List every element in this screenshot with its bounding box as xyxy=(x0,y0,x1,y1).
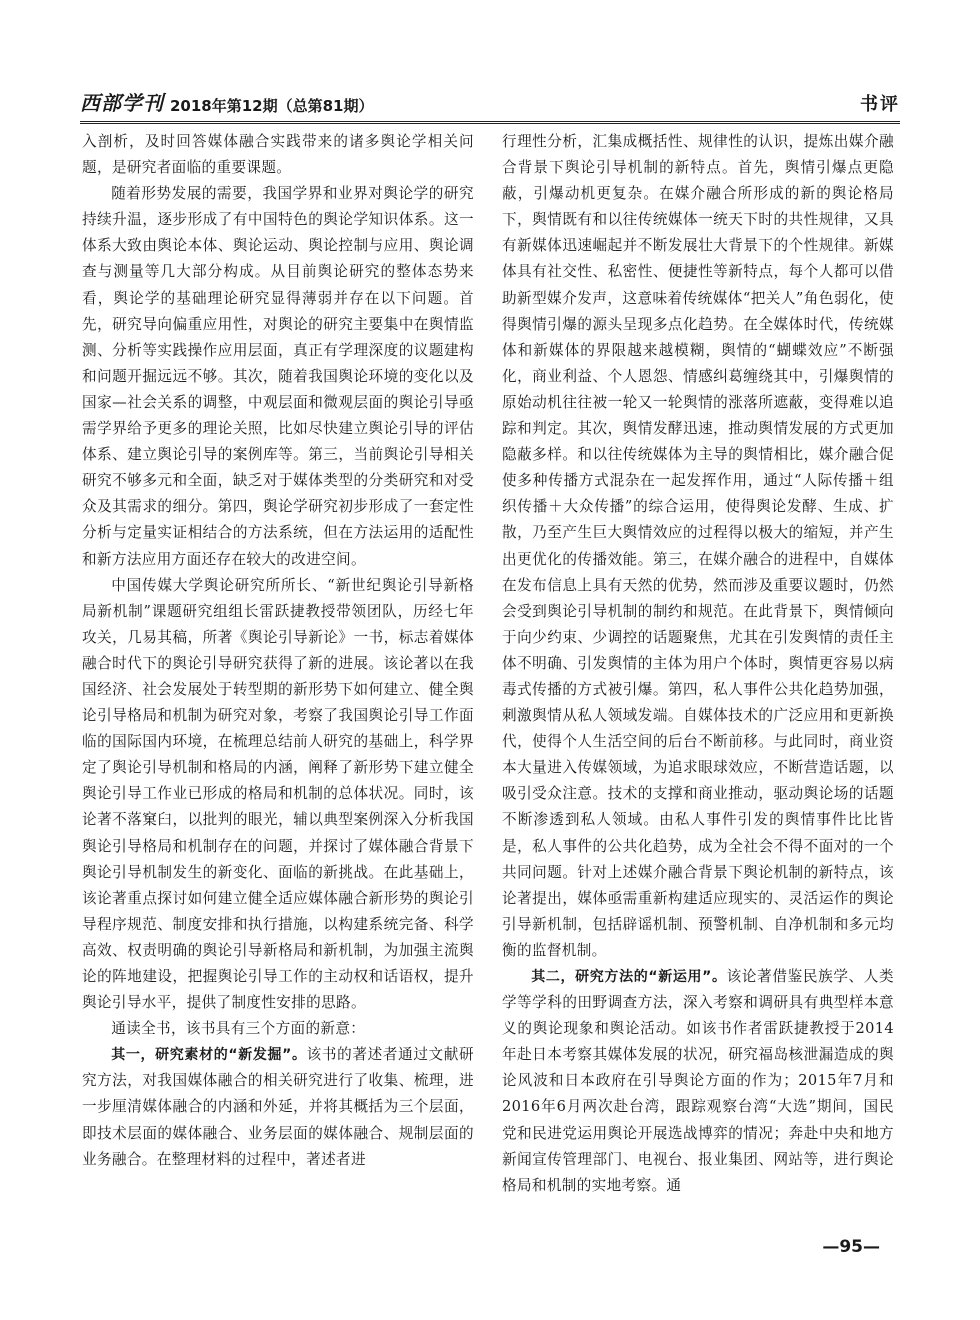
journal-name: 西部学刊 xyxy=(80,91,164,115)
paragraph: 随着形势发展的需要，我国学界和业界对舆论学的研究持续升温，逐步形成了有中国特色的舆论学知识体系。这一体系大致由舆论本体、舆论运动、舆论控制与应用、舆论调查与测量等几大部分构成。从目前舆论研究的整体态势来看，舆论学的基础理论研究显得薄弱并存在以下问题。首先，研究导向偏重应用性，对舆论的研究主要集中在舆情监测、分析等实践操作应用层面，真正有学理深度的议题建构和问题开掘远远不够。其次，随着我国舆论环境的变化以及国家—社会关系的调整，中观层面和微观层面的舆论引导亟需学界给予更多的理论关照，比如尽快建立舆论引导的评估体系、建立舆论引导的案例库等。第三，当前舆论引导相关研究不够多元和全面，缺乏对于媒体类型的分类研究和对受众及其需求的细分。第四，舆论学研究初步形成了一套定性分析与定量实证相结合的方法系统，但在方法运用的适配性和新方法应用方面还存在较大的改进空间。 xyxy=(82,185,474,568)
header-left xyxy=(80,87,374,116)
paragraph-body: 该书的著述者通过文献研究方法，对我国媒体融合的相关研究进行了收集、梳理，进一步厘清媒体融合的内涵和外延，并将其概括为三个层面，即技术层面的媒体融合、业务层面的媒体融合、规制层面的业务融合。在整理材料的过程中，著述者进 xyxy=(82,1046,474,1168)
paragraph: 通读全书，该书具有三个方面的新意： xyxy=(111,1020,366,1038)
paragraph: 行理性分析，汇集成概括性、规律性的认识，提炼出媒介融合背景下舆论引导机制的新特点。首先，舆情引爆点更隐蔽，引爆动机更复杂。在媒介融合所形成的新的舆论格局下，舆情既有和以往传统媒体一统天下时的共性规律，又具有新媒体迅速崛起并不断发展壮大背景下的个性规律。新媒体具有社交性、私密性、便捷性等新特点，每个人都可以借助新型媒介发声，这意味着传统媒体“把关人”角色弱化，使得舆情引爆的源头呈现多点化趋势。在全媒体时代，传统媒体和新媒体的界限越来越模糊，舆情的“蝴蝶效应”不断强化，商业利益、个人恩怨、情感纠葛缠绕其中，引爆舆情的原始动机往往被一轮又一轮舆情的涨落所遮蔽，变得难以追踪和判定。其次，舆情发酵迅速，推动舆情发展的方式更加隐蔽多样。和以往传统媒体为主导的舆情相比，媒介融合促使多种传播方式混杂在一起发挥作用，通过“人际传播＋组织传播＋大众传播”的综合运用，使得舆论发酵、生成、扩散，乃至产生巨大舆情效应的过程得以极大的缩短，并产生出更优化的传播效能。第三，在媒介融合的进程中，自媒体在发布信息上具有天然的优势，然而涉及重要议题时，仍然会受到舆论引导机制的制约和规范。在此背景下，舆情倾向于向少约束、少调控的话题聚焦，尤其在引发舆情的责任主体不明确、引发舆情的主体为用户个体时，舆情更容易以病毒式传播的方式被引爆。第四，私人事件公共化趋势加强，刺激舆情从私人领域发端。自媒体技术的广泛应用和更新换代，使得个人生活空间的后台不断前移。与此同时，商业资本大量进入传媒领域，为追求眼球效应，不断营造话题，以吸引受众注意。技术的支撑和商业推动，驱动舆论场的话题不断渗透到私人领域。由私人事件引发的舆情事件比比皆是，私人事件的公共化趋势，成为全社会不得不面对的一个共同问题。针对上述媒介融合背景下舆论机制的新特点，该论著提出，媒体亟需重新构建适应现实的、灵活运作的舆论引导新机制，包括辟谣机制、预警机制、自净机制和多元均衡的监督机制。 xyxy=(502,133,894,959)
paragraph-body: 该论著借鉴民族学、人类学等学科的田野调查方法，深入考察和调研具有典型样本意义的舆论现象和舆论活动。如该书作者雷跃捷教授于2014年赴日本考察其媒体发展的状况，研究福岛核泄漏造成的舆论风波和日本政府在引导舆论方面的作为；2015年7月和2016年6月两次赴台湾，跟踪观察台湾“大选”期间，国民党和民进党运用舆论开展选战博弈的情况；奔赴中央和地方新闻宣传管理部门、电视台、报业集团、网站等，进行舆论格局和机制的实地考察。通 xyxy=(502,968,894,1194)
left-column xyxy=(82,129,474,1173)
paragraph xyxy=(82,1042,474,1172)
right-column xyxy=(502,129,894,1199)
paragraph-lead: 其一，研究素材的“新发掘”。 xyxy=(111,1047,307,1064)
page-number: —95— xyxy=(822,1237,880,1257)
paragraph xyxy=(502,964,894,1199)
section-label: 书评 xyxy=(860,94,900,115)
paragraph: 中国传媒大学舆论研究所所长、“新世纪舆论引导新格局新机制”课题研究组组长雷跃捷教授带领团队，历经七年攻关，几易其稿，所著《舆论引导新论》一书，标志着媒体融合时代下的舆论引导研究获得了新的进展。该论著以在我国经济、社会发展处于转型期的新形势下如何建立、健全舆论引导格局和机制为研究对象，考察了我国舆论引导工作面临的国际国内环境，在梳理总结前人研究的基础上，科学界定了舆论引导机制和格局的内涵，阐释了新形势下建立健全舆论引导工作业已形成的格局和机制的总体状况。同时，该论著不落窠臼，以批判的眼光，辅以典型案例深入分析我国舆论引导格局和机制存在的问题，并探讨了媒体融合背景下舆论引导机制发生的新变化、面临的新挑战。在此基础上，该论著重点探讨如何建立健全适应媒体融合新形势的舆论引导程序规范、制度安排和执行措施，以构建系统完备、科学高效、权责明确的舆论引导新格局和新机制，为加强主流舆论的阵地建设，把握舆论引导工作的主动权和话语权，提升舆论引导水平，提供了制度性安排的思路。 xyxy=(82,576,474,1012)
issue-info: 2018年第12期（总第81期） xyxy=(170,97,374,115)
header-rule xyxy=(80,121,900,124)
paragraph-lead: 其二，研究方法的“新运用”。 xyxy=(531,969,727,985)
paragraph: 入剖析，及时回答媒体融合实践带来的诸多舆论学相关问题，是研究者面临的重要课题。 xyxy=(82,133,474,177)
page-header xyxy=(80,86,900,116)
